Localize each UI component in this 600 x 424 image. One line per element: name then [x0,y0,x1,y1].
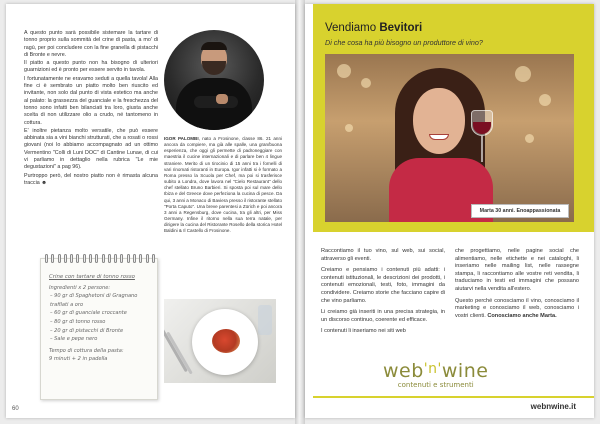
page-number: 60 [12,406,19,412]
chef-bio-text: , nato a Frosinone, classe 86. 21 anni ancora da compiere, ma già alle spalle, una gran/buona esperienza, che oggi gli permette di padroneggiare con maestria il cucine internazionali e di parlare ben 4 lingue straniere. Merito di un tirocinio di 15 anni tra i fornelli di vari rinomati ristoranti in Europa. Igor infatti si è formato a Roma presso la Scuola per Chef, ma poi si trasferisce subito a Londra, dove lavora nel "Cielo Restaurant" dello chef stellato Bruno Barbieri. Si sposta poi sul mare dello Ibiza e del Greece dove perfeziona la cucina di pesce. Da qui, 3 anni a Monaco di Baviera presso il ristorante stellato "Porta Caputo". Una breve parentesi a Zürich e poi ancora 3 anni a Regensburg, dove cucina, tra gli altri, per Miss Germany. Infine il ritorno nella sua terra natale, per dirigere la cucina del Ristorante Rosello della storica Hotel Baldini & Il Castello di Frosinone. [164,136,282,234]
recipe-notepad [40,258,158,400]
advert-subtitle: Di che cosa ha più bisogno un produttore di vino? [325,38,483,47]
article-paragraph: I fortunatamente ne eravamo seduti a quella tavola! Alla fine ci è sembrato un piatto molto ben riuscito ed invitante, non solo dal punto di vista estetico ma anche al palato: la grassezza del guanciale e la freschezza del tonno sono infatti ben bilanciati tra loro, giusta anche scelta di non utilizzare olio a crudo, né tantomeno in cottura. [24,75,158,126]
advert-column-1 [321,248,445,340]
article-paragraph: E' inoltre pietanza molto versatile, che può essere abbinata sia a vini bianchi strutturati, che a rosati o rossi giovani (noi lo abbiamo accompagnato ad un ottimo Vermentino "Colli di Luni DOC" di Cantine Lunae, di cui vi parliamo in dettaglio nella rubrica "Le mie degustazioni" a pag 96). [24,127,158,171]
article-column [24,30,158,188]
ingredient-list [50,292,153,344]
ingredient-item: – 90 gr di Spaghetoni di Gragnano trafilati a oro [50,292,153,309]
advert-paragraph: che progettiamo, nelle pagine social che alimentiamo, nelle etichette e nei cataloghi, li inseriamo nelle mailing list, nelle rassegne stampa, li raccontiamo alle vostre reti vendita, li traduciamo in testi ed immagini che possano aiutarvi nella vendita all'estero. [455,248,579,292]
page-gutter [295,0,305,424]
notepad-spiral-icon [45,254,155,264]
advert-title-bold: Bevitori [379,22,423,34]
article-paragraph: A questo punto sarà possibile sistemare la tartare di tonno proprio sulla sommità del crine di pasta, a mo' di ragù, per poi concludere con la fine granella di pistacchi di Bronte e nevre. [24,30,158,58]
article-paragraph: Purtroppo però, del nostro piatto non è rimasta alcuna traccia ☻ [24,172,158,186]
advert-paragraph: Raccontiamo il tuo vino, sul web, sui social, attraverso gli eventi. [321,248,445,262]
advert-paragraph: Li creiamo già inseriti in una precisa strategia, in un discorso continuo, coerente ed efficace. [321,309,445,323]
footer-bar [313,396,594,398]
chef-portrait [164,30,264,130]
article-paragraph: Il piatto a questo punto non ha bisogno di ulteriori guarnizioni ed è pronto per essere servito in tavola. [24,60,158,74]
advert-paragraph: Questo perché conosciamo il vino, conosciamo il marketing e conosciamo il web, conosciamo i vostri clienti. [455,297,579,319]
pasta-dish-photo [164,299,276,383]
ingredient-item: – 60 gr di guanciale croccante [50,309,153,318]
left-page [6,4,295,418]
advert-column-2 [455,248,579,324]
cooking-time-value: 9 minuti + 2 in padella [49,356,108,363]
ingredient-item: – 20 gr di pistacchi di Bronte [50,327,153,336]
chef-name: IGOR PALOMBI [164,136,199,141]
logo-word-web: web [383,360,424,382]
woman-with-wine-photo [325,54,574,222]
advert-title-prefix: Vendiamo [325,22,377,34]
website-link[interactable]: webnwine.it [530,402,576,411]
advert-title [325,22,422,34]
recipe-title: Crine con tartare di tonno rosso [49,274,135,280]
recipe-subtitle: Ingredienti x 2 persone: [49,284,111,291]
right-page [305,4,594,418]
advert-paragraph: Creiamo e pensiamo i contenuti più adatti: i contenuti istituzionali, le descrizioni dei prodotti, i contenuti emozionali, testi, foto, immagini da condividere. Creiamo storie che facciano capire di che vino parliamo. [321,267,445,304]
photo-caption: Marta 30 anni. Enoappassionata [471,204,569,218]
logo-tagline: contenuti e strumenti [397,381,474,389]
advert-closing-bold: Conosciamo anche Marta. [487,312,557,319]
webnwine-logo: web$^{'n'}$wine contenuti e strumenti [383,360,489,389]
chef-bio [164,136,282,235]
advert-paragraph: I contenuti li inseriamo nei siti web [321,328,406,335]
ingredient-item: – 80 gr di tonno rosso [50,318,153,327]
logo-word-wine: wine [441,360,489,382]
ingredient-item: – Sale e pepe nero [50,335,153,344]
cooking-time-label: Tempo di cottura della pasta: [49,347,124,354]
